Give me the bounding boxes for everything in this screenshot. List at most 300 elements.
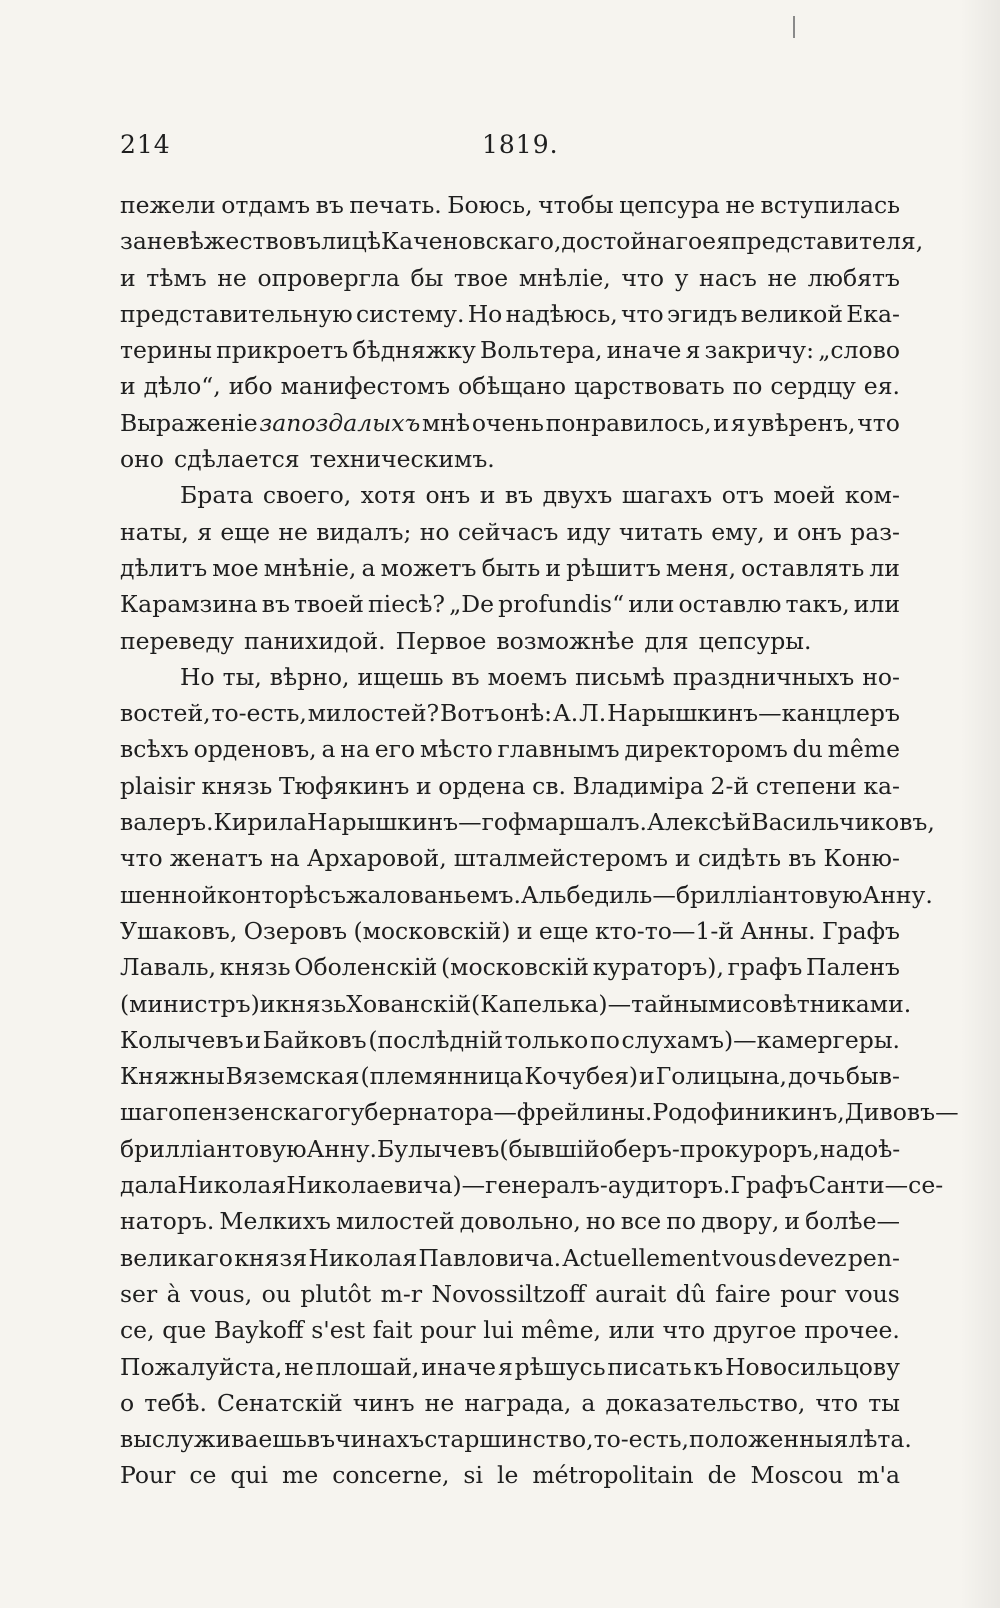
word: онъ <box>797 517 842 546</box>
text-line <box>120 187 900 223</box>
word: но <box>585 1207 616 1236</box>
word: fait <box>372 1316 413 1345</box>
word: прочее. <box>804 1316 900 1345</box>
running-head <box>120 130 900 162</box>
word: дала <box>120 1171 178 1200</box>
word: lui <box>483 1316 514 1345</box>
word: или <box>628 590 675 619</box>
word: хотя <box>360 481 416 510</box>
word: князь <box>201 771 273 800</box>
word: Л. <box>579 699 607 728</box>
word: pour <box>780 1279 836 1308</box>
word: не <box>217 263 247 292</box>
word: même, <box>521 1316 601 1345</box>
word: князь <box>275 989 347 1018</box>
word: директоромъ <box>624 735 788 764</box>
word: Вольтера, <box>479 336 603 365</box>
word: Ека- <box>846 299 900 328</box>
word: праздничныхъ <box>672 662 855 691</box>
word: Графъ <box>730 1171 809 1200</box>
word: (Капелька)—тайными <box>471 989 743 1018</box>
word: Novossiltzoff <box>431 1279 586 1308</box>
word: Тюфякинъ <box>278 771 410 800</box>
word: шенной <box>120 880 217 909</box>
word: на <box>340 735 370 764</box>
word: великаго <box>120 1243 233 1272</box>
word: мнѣ <box>421 408 471 437</box>
word: сейчасъ <box>457 517 559 546</box>
word: возможнѣе <box>496 626 635 655</box>
text-line <box>120 477 900 513</box>
word: я <box>730 408 746 437</box>
word: выслуживаешь <box>120 1425 307 1454</box>
text-line <box>120 405 900 441</box>
word: манифестомъ <box>280 372 451 401</box>
text-line <box>120 804 935 840</box>
word: но <box>419 517 450 546</box>
word: m-r <box>380 1279 423 1308</box>
word: у <box>674 263 689 292</box>
text-line <box>120 332 900 368</box>
text-line <box>120 514 900 550</box>
word: ищешь <box>357 662 444 691</box>
word: m'a <box>857 1461 900 1490</box>
text-line <box>120 623 900 659</box>
word: Нарышкинъ—канцлеръ <box>607 699 900 728</box>
word: а <box>581 1388 596 1417</box>
word: qui <box>230 1461 269 1490</box>
word: представителя, <box>730 227 924 256</box>
word: цепсура <box>619 191 720 219</box>
word: что <box>857 408 900 437</box>
word: что <box>120 844 163 873</box>
text-line <box>120 1131 900 1167</box>
word: не <box>725 191 756 219</box>
word: „De <box>449 590 495 619</box>
word: сидѣть <box>697 844 782 873</box>
word: насъ <box>699 263 757 292</box>
word: видалъ; <box>316 517 412 546</box>
word: Мелкихъ <box>219 1207 331 1236</box>
word: и <box>120 372 136 401</box>
word: мое <box>212 553 259 582</box>
word: за <box>120 227 147 256</box>
word: валеръ. <box>120 808 214 837</box>
word: и <box>259 989 276 1018</box>
word: главнымъ <box>497 735 620 764</box>
word: я <box>685 336 701 365</box>
word: si <box>463 1461 483 1490</box>
word: Брата <box>180 481 254 510</box>
word: печать. <box>349 191 442 219</box>
word: милостей <box>335 1207 455 1236</box>
word: Pour <box>120 1461 176 1490</box>
word: Боюсь, <box>447 191 533 219</box>
word: въ <box>504 481 534 510</box>
text-line <box>120 1167 944 1203</box>
word: еще <box>220 517 271 546</box>
text-line <box>120 1276 900 1312</box>
word: Пожалуйста, <box>120 1352 283 1381</box>
word: читать <box>618 517 703 546</box>
word: надоѣ- <box>819 1134 901 1163</box>
word: ордена <box>438 771 526 800</box>
word: dû <box>675 1279 706 1308</box>
word: vous, <box>190 1279 253 1308</box>
word: другое <box>712 1316 797 1345</box>
word: такъ, <box>785 590 850 619</box>
word: положенныя <box>689 1425 849 1454</box>
word: всѣхъ <box>120 735 189 764</box>
word: обѣщано <box>457 372 567 401</box>
word: Анны. <box>740 916 816 945</box>
word: пензенскаго <box>182 1098 339 1127</box>
word: ея. <box>863 372 900 401</box>
word: старшинство, <box>424 1425 594 1454</box>
word: то-есть, <box>593 1425 690 1454</box>
word: (московскій <box>441 953 589 982</box>
word: губернатора—фрейлины. <box>338 1098 653 1127</box>
word: пежели <box>120 191 216 219</box>
word: и <box>479 481 496 510</box>
word: devez <box>778 1243 847 1272</box>
word: награда, <box>464 1388 572 1417</box>
word: доказательство, <box>605 1388 806 1417</box>
word: plutôt <box>300 1279 372 1308</box>
word: Голицына, <box>655 1062 787 1091</box>
word: Хованскій <box>346 989 472 1018</box>
word: Паленъ <box>806 953 900 982</box>
word: терины <box>120 336 212 365</box>
word: не <box>278 517 308 546</box>
word: на <box>270 844 300 873</box>
text-line <box>120 840 900 876</box>
word: наты, <box>120 517 189 546</box>
word: Николая <box>177 1171 287 1200</box>
word: оно <box>120 445 164 474</box>
word: дочь <box>787 1062 845 1091</box>
word: тебѣ. <box>144 1388 207 1417</box>
word: я <box>197 517 213 546</box>
word: бѣдняжку <box>352 336 476 365</box>
word: Озеровъ <box>243 916 348 945</box>
word: его <box>374 735 416 764</box>
word: (московскій) <box>353 916 511 945</box>
word: 2-й <box>710 771 750 800</box>
word: Actuellement <box>562 1243 721 1272</box>
text-line <box>120 368 900 404</box>
word: ка- <box>863 771 900 800</box>
word: лицѣ <box>321 227 381 256</box>
word: достойнаго <box>561 227 703 256</box>
word: жалованьемъ. <box>345 880 521 909</box>
word: и <box>639 1062 655 1091</box>
word: плошай, <box>315 1352 420 1381</box>
text-line <box>120 949 900 985</box>
word: болѣе— <box>805 1207 900 1236</box>
word: бы <box>410 263 444 292</box>
word: не <box>767 263 798 292</box>
word: въ <box>292 227 322 256</box>
word: Ушаковъ, <box>120 916 238 945</box>
word: техническимъ. <box>309 445 495 474</box>
word: (послѣдній <box>368 1025 503 1054</box>
word: невѣжество <box>146 227 293 256</box>
word: своего, <box>262 481 352 510</box>
word: довольно, <box>459 1207 581 1236</box>
header-year: 1819. <box>482 130 559 159</box>
word: оставлять <box>741 553 865 582</box>
text-line <box>120 1058 900 1094</box>
word: письмѣ <box>575 662 665 691</box>
text-line <box>120 731 900 767</box>
word: вступилась <box>760 191 900 219</box>
word: le <box>496 1461 519 1490</box>
word: ce <box>189 1461 217 1490</box>
word: Васильчиковъ, <box>751 808 935 837</box>
word: Карамзина <box>120 590 258 619</box>
word: переведу <box>120 626 234 655</box>
word: чинахъ <box>335 1425 425 1454</box>
text-line <box>120 296 900 332</box>
word: Княжны <box>120 1062 225 1091</box>
word: Каченовскаго, <box>380 227 562 256</box>
page-number: 214 <box>120 130 171 159</box>
word: чинъ <box>352 1388 415 1417</box>
word: моей <box>773 481 836 510</box>
word: Кочубея) <box>524 1062 639 1091</box>
word: востей, <box>120 699 211 728</box>
text-line <box>120 659 900 695</box>
word: (бывшій <box>499 1134 600 1163</box>
body-text <box>120 187 959 1494</box>
word: твоей <box>294 590 364 619</box>
text-line <box>120 1349 900 1385</box>
scan-mark <box>793 16 795 38</box>
text-line <box>120 586 900 622</box>
word: только <box>504 1025 589 1054</box>
word: vous <box>845 1279 900 1308</box>
word: и <box>713 408 729 437</box>
word: оставлю <box>678 590 782 619</box>
word: очень <box>471 408 544 437</box>
word: что <box>815 1388 859 1417</box>
word: шаго <box>120 1098 183 1127</box>
word: графъ <box>727 953 803 982</box>
word: шталмейстеромъ <box>453 844 668 873</box>
word: aurait <box>594 1279 667 1308</box>
word: и <box>773 517 789 546</box>
word: наторъ. <box>120 1207 215 1236</box>
word: Лаваль, <box>120 953 217 982</box>
word: иду <box>566 517 611 546</box>
word: и <box>675 844 691 873</box>
word: слухамъ)—камергеры. <box>621 1025 900 1054</box>
word: по <box>666 1207 697 1236</box>
word: піесѣ? <box>368 590 446 619</box>
word: отдамъ <box>221 191 311 219</box>
word: въ <box>306 1425 336 1454</box>
word: ser <box>120 1279 158 1308</box>
word: du <box>792 735 823 764</box>
word: А. <box>552 699 579 728</box>
word: Анну. <box>862 880 933 909</box>
text-line <box>120 1385 900 1421</box>
word: шагахъ <box>621 481 713 510</box>
word: Выраженіе <box>120 408 258 437</box>
word: мнѣліе, <box>518 263 611 292</box>
word: и <box>516 916 533 945</box>
word: цепсуры. <box>698 626 812 655</box>
word: concerne, <box>332 1461 450 1490</box>
word: совѣтниками. <box>742 989 912 1018</box>
word: милостей? <box>307 699 440 728</box>
word: еще <box>538 916 589 945</box>
word: Нарышкинъ—гофмаршалъ. <box>307 808 648 837</box>
word: опровергла <box>257 263 400 292</box>
word: ли <box>869 553 900 582</box>
word: même <box>827 735 900 764</box>
word: Николаевича)—генералъ-аудиторъ. <box>286 1171 731 1200</box>
word: Владиміра <box>572 771 704 800</box>
word: я <box>497 1352 513 1381</box>
text-line <box>120 913 900 949</box>
word: писать <box>607 1352 692 1381</box>
word: закричу: <box>704 336 815 365</box>
word: pour <box>420 1316 476 1345</box>
text-line <box>120 1094 959 1130</box>
word: князя <box>234 1243 308 1272</box>
page-spine-shadow <box>960 0 1000 1608</box>
word: Кирила <box>213 808 308 837</box>
word: Сенатскій <box>217 1388 343 1417</box>
word: онъ <box>425 481 471 510</box>
word: иначе <box>421 1352 497 1381</box>
word: представительную <box>120 299 353 328</box>
word: не <box>424 1388 455 1417</box>
word: можетъ <box>380 553 477 582</box>
word: степени <box>755 771 857 800</box>
word: me <box>282 1461 319 1490</box>
word: что <box>621 263 665 292</box>
text-line <box>120 441 900 477</box>
word: (племянница <box>360 1062 524 1091</box>
word: à <box>166 1279 181 1308</box>
text-line <box>120 1022 900 1058</box>
word: св. <box>532 771 567 800</box>
text-line <box>120 768 900 804</box>
word: не <box>284 1352 314 1381</box>
word: запоздалыхъ <box>259 408 421 437</box>
word: въ <box>788 844 817 873</box>
word: систему. <box>355 299 465 328</box>
word: Оболенскій <box>294 953 438 982</box>
word: моемъ <box>487 662 568 691</box>
word: иначе <box>606 336 682 365</box>
text-line <box>120 260 900 296</box>
word: прикроетъ <box>216 336 349 365</box>
word: (министръ) <box>120 989 260 1018</box>
word: Родофиникинъ, <box>652 1098 845 1127</box>
word: вѣрно, <box>269 662 350 691</box>
word: отъ <box>721 481 764 510</box>
word: Графъ <box>821 916 900 945</box>
word: или <box>608 1316 655 1345</box>
text-line <box>120 986 912 1022</box>
word: а <box>321 735 336 764</box>
word: по <box>590 1025 620 1054</box>
word: profundis“ <box>498 590 625 619</box>
word: понравилось, <box>545 408 712 437</box>
word: мнѣніе, <box>263 553 357 582</box>
word: а <box>361 553 376 582</box>
word: Moscou <box>750 1461 844 1490</box>
word: двору, <box>701 1207 780 1236</box>
word: что <box>662 1316 706 1345</box>
word: faire <box>715 1279 771 1308</box>
word: Анну. <box>306 1134 377 1163</box>
word: въ <box>261 590 290 619</box>
word: эгидъ <box>666 299 738 328</box>
word: твое <box>453 263 509 292</box>
word: женатъ <box>169 844 263 873</box>
word: vous <box>722 1243 777 1272</box>
word: Но <box>180 662 215 691</box>
word: кураторъ), <box>592 953 724 982</box>
word: для <box>644 626 689 655</box>
word: но- <box>862 662 900 691</box>
word: увѣренъ, <box>747 408 856 437</box>
word: Николая <box>308 1243 418 1272</box>
word: рѣшитъ <box>566 553 661 582</box>
word: конторѣ <box>216 880 318 909</box>
word: меня, <box>665 553 737 582</box>
word: мѣсто <box>419 735 493 764</box>
word: чтобы <box>538 191 614 219</box>
word: съ <box>317 880 346 909</box>
word: тѣмъ <box>146 263 207 292</box>
word: великой <box>740 299 843 328</box>
word: и <box>784 1207 801 1236</box>
word: лѣта. <box>848 1425 912 1454</box>
word: Baykoff <box>213 1316 304 1345</box>
word: въ <box>315 191 344 219</box>
word: надѣюсь, <box>505 299 618 328</box>
text-line <box>120 1240 900 1276</box>
word: pen- <box>847 1243 900 1272</box>
word: въ <box>451 662 480 691</box>
word: Булычевъ <box>377 1134 500 1163</box>
word: Вяземская <box>225 1062 360 1091</box>
word: ты, <box>222 662 262 691</box>
word: или <box>853 590 900 619</box>
word: Новосильцову <box>725 1352 900 1381</box>
word: и <box>545 553 562 582</box>
word: дѣлитъ <box>120 553 208 582</box>
word: plaisir <box>120 771 195 800</box>
word: Вотъ <box>439 699 500 728</box>
word: Альбедиль—бриллiантовую <box>520 880 863 909</box>
word: Алексѣй <box>647 808 752 837</box>
word: къ <box>693 1352 724 1381</box>
text-line <box>120 550 900 586</box>
text-line <box>120 1203 900 1239</box>
word: ибо <box>228 372 273 401</box>
word: панихидой. <box>243 626 386 655</box>
word: Павловича. <box>418 1243 562 1272</box>
word: сдѣлается <box>173 445 300 474</box>
word: что <box>621 299 664 328</box>
